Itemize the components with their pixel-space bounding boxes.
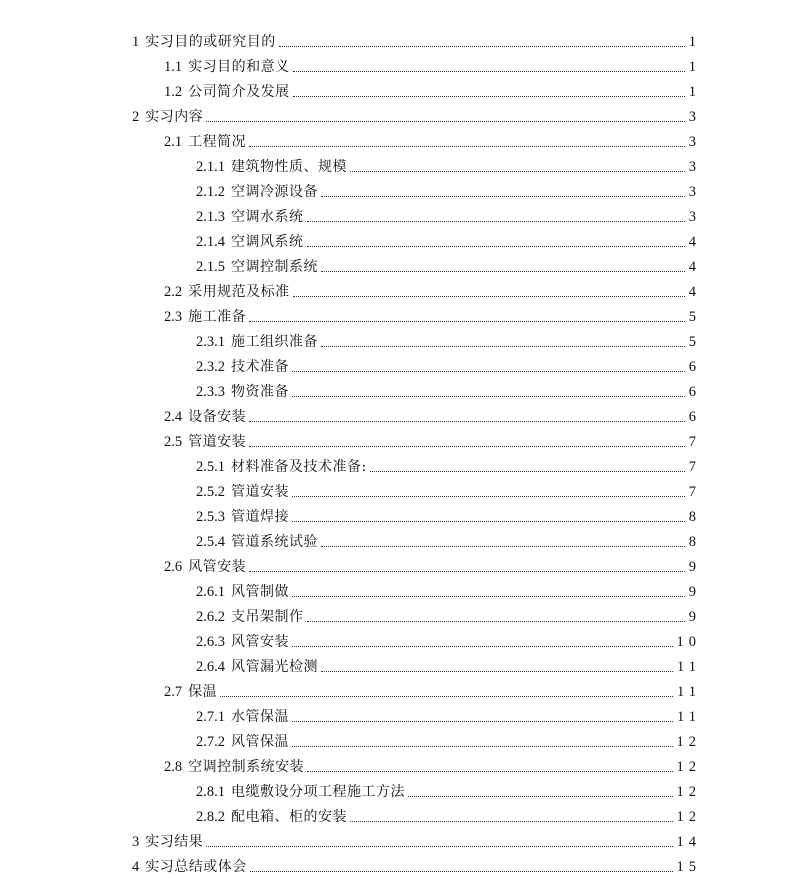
toc-entry-number: 2.5.1	[196, 459, 225, 475]
toc-entry-page-number: 3	[688, 134, 701, 150]
toc-entry-title: 材料准备及技术准备:	[231, 459, 367, 475]
toc-entry-title: 施工组织准备	[231, 334, 318, 350]
dot-leader	[408, 795, 673, 797]
toc-entry-number: 2.3.2	[196, 359, 225, 375]
toc-entry-page-number: 10	[676, 634, 701, 650]
toc-entry[interactable]	[0, 276, 794, 301]
toc-entry[interactable]	[0, 126, 794, 151]
toc-entry-page-number: 12	[676, 809, 701, 825]
toc-entry-page-number: 3	[688, 159, 701, 175]
toc-entry-number: 2.6.2	[196, 609, 225, 625]
toc-entry[interactable]	[0, 526, 794, 551]
toc-entry-page-number: 6	[688, 384, 701, 400]
toc-entry-page-number: 15	[676, 859, 701, 875]
dot-leader	[321, 195, 685, 197]
toc-entry-title: 公司简介及发展	[188, 84, 290, 100]
toc-entry[interactable]	[0, 476, 794, 501]
toc-entry-title: 实习内容	[145, 109, 204, 125]
toc-entry-number: 2.8.1	[196, 784, 225, 800]
toc-entry-title: 配电箱、柜的安装	[231, 809, 347, 825]
toc-entry-page-number: 4	[688, 259, 701, 275]
toc-entry-number: 2.1.4	[196, 234, 225, 250]
dot-leader	[249, 420, 685, 422]
toc-entry-title: 建筑物性质、规模	[231, 159, 347, 175]
toc-entry-page-number: 12	[676, 759, 701, 775]
toc-entry-page-number: 9	[688, 559, 701, 575]
toc-entry-title: 空调控制系统安装	[188, 759, 305, 775]
toc-entry-page-number: 11	[677, 684, 701, 700]
toc-entry-number: 3	[132, 834, 140, 850]
dot-leader	[292, 520, 685, 522]
toc-entry[interactable]	[0, 376, 794, 401]
toc-entry-number: 2.2	[164, 284, 183, 300]
toc-entry-title: 实习目的或研究目的	[145, 34, 276, 50]
toc-entry-page-number: 3	[688, 184, 701, 200]
toc-entry-page-number: 7	[688, 459, 701, 475]
toc-entry[interactable]	[0, 76, 794, 101]
dot-leader	[370, 470, 685, 472]
toc-entry-title: 风管保温	[231, 734, 289, 750]
dot-leader	[292, 495, 685, 497]
dot-leader	[307, 245, 685, 247]
toc-entry-title: 管道系统试验	[231, 534, 318, 550]
dot-leader	[321, 270, 685, 272]
dot-leader	[292, 395, 685, 397]
toc-entry[interactable]	[0, 301, 794, 326]
toc-entry[interactable]	[0, 451, 794, 476]
toc-entry-number: 1	[132, 34, 140, 50]
toc-entry[interactable]	[0, 851, 794, 876]
toc-entry-number: 2.5.2	[196, 484, 225, 500]
dot-leader	[293, 70, 685, 72]
toc-entry[interactable]	[0, 401, 794, 426]
dot-leader	[249, 445, 685, 447]
dot-leader	[292, 645, 673, 647]
toc-entry-title: 保温	[188, 684, 218, 700]
toc-entry[interactable]	[0, 326, 794, 351]
toc-entry[interactable]	[0, 576, 794, 601]
dot-leader	[249, 570, 685, 572]
toc-entry-page-number: 9	[688, 609, 701, 625]
toc-entry-title: 实习结果	[145, 834, 204, 850]
toc-entry-number: 1.2	[164, 84, 183, 100]
toc-entry-title: 施工准备	[188, 309, 247, 325]
toc-entry-page-number: 11	[677, 659, 701, 675]
toc-entry-page-number: 6	[688, 409, 701, 425]
toc-entry-page-number: 14	[676, 834, 701, 850]
toc-entry-page-number: 7	[688, 434, 701, 450]
toc-entry-number: 2.1.3	[196, 209, 225, 225]
toc-entry-title: 管道焊接	[231, 509, 289, 525]
dot-leader	[292, 745, 673, 747]
dot-leader	[307, 220, 685, 222]
toc-entry-title: 空调风系统	[231, 234, 304, 250]
toc-entry-number: 2.3.1	[196, 334, 225, 350]
toc-entry-page-number: 1	[688, 84, 701, 100]
toc-entry-page-number: 5	[688, 309, 701, 325]
toc-entry-title: 管道安装	[231, 484, 289, 500]
toc-entry-number: 2.6.1	[196, 584, 225, 600]
toc-entry-page-number: 3	[688, 209, 701, 225]
toc-entry-number: 2.3.3	[196, 384, 225, 400]
toc-entry[interactable]	[0, 651, 794, 676]
toc-entry-title: 实习目的和意义	[188, 59, 290, 75]
dot-leader	[220, 695, 673, 697]
toc-entry-number: 2.6	[164, 559, 183, 575]
toc-entry-title: 风管安装	[188, 559, 247, 575]
toc-entry-title: 水管保温	[231, 709, 289, 725]
toc-entry[interactable]	[0, 801, 794, 826]
toc-entry-page-number: 5	[688, 334, 701, 350]
dot-leader	[250, 870, 673, 872]
toc-entry-number: 2.5.3	[196, 509, 225, 525]
dot-leader	[321, 345, 685, 347]
toc-entry[interactable]	[0, 201, 794, 226]
toc-entry-number: 2.7.1	[196, 709, 225, 725]
toc-entry-title: 支吊架制作	[231, 609, 304, 625]
toc-entry-page-number: 12	[676, 784, 701, 800]
dot-leader	[307, 620, 685, 622]
toc-entry[interactable]	[0, 676, 794, 701]
toc-entry[interactable]	[0, 176, 794, 201]
dot-leader	[292, 370, 685, 372]
toc-entry[interactable]	[0, 501, 794, 526]
toc-entry-title: 物资准备	[231, 384, 289, 400]
toc-entry[interactable]	[0, 351, 794, 376]
toc-entry-number: 2.7	[164, 684, 183, 700]
toc-entry-page-number: 12	[676, 734, 701, 750]
toc-entry[interactable]	[0, 826, 794, 851]
toc-entry-number: 2.7.2	[196, 734, 225, 750]
toc-entry-title: 技术准备	[231, 359, 289, 375]
dot-leader	[321, 670, 673, 672]
toc-entry-page-number: 4	[688, 234, 701, 250]
toc-entry-title: 管道安装	[188, 434, 247, 450]
toc-entry-title: 空调冷源设备	[231, 184, 318, 200]
toc-entry-page-number: 1	[688, 34, 701, 50]
toc-entry-title: 风管安装	[231, 634, 289, 650]
toc-entry-page-number: 7	[688, 484, 701, 500]
toc-entry-page-number: 8	[688, 509, 701, 525]
dot-leader	[293, 295, 685, 297]
toc-entry-title: 电缆敷设分项工程施工方法	[231, 784, 405, 800]
dot-leader	[206, 120, 685, 122]
toc-entry-title: 实习总结或体会	[145, 859, 247, 875]
table-of-contents	[0, 26, 794, 876]
dot-leader	[307, 770, 672, 772]
dot-leader	[249, 145, 685, 147]
toc-entry-title: 空调水系统	[231, 209, 304, 225]
toc-entry[interactable]	[0, 226, 794, 251]
toc-entry-number: 2.5.4	[196, 534, 225, 550]
toc-entry-page-number: 1	[688, 59, 701, 75]
toc-entry[interactable]	[0, 101, 794, 126]
toc-entry-page-number: 6	[688, 359, 701, 375]
toc-entry-page-number: 8	[688, 534, 701, 550]
toc-entry-title: 设备安装	[188, 409, 247, 425]
toc-entry-title: 风管制做	[231, 584, 289, 600]
toc-entry-number: 2.1.2	[196, 184, 225, 200]
toc-entry-number: 2.3	[164, 309, 183, 325]
dot-leader	[292, 720, 673, 722]
toc-entry-number: 2	[132, 109, 140, 125]
toc-entry[interactable]	[0, 601, 794, 626]
toc-entry[interactable]	[0, 151, 794, 176]
toc-entry-number: 2.6.3	[196, 634, 225, 650]
toc-entry[interactable]	[0, 776, 794, 801]
dot-leader	[249, 320, 685, 322]
toc-entry-number: 2.4	[164, 409, 183, 425]
toc-entry[interactable]	[0, 701, 794, 726]
dot-leader	[206, 845, 672, 847]
dot-leader	[292, 595, 685, 597]
toc-entry-number: 2.6.4	[196, 659, 225, 675]
dot-leader	[293, 95, 685, 97]
toc-entry-page-number: 4	[688, 284, 701, 300]
toc-entry-page-number: 11	[677, 709, 701, 725]
toc-entry-number: 2.8.2	[196, 809, 225, 825]
toc-entry-page-number: 9	[688, 584, 701, 600]
dot-leader	[350, 820, 673, 822]
toc-entry[interactable]	[0, 426, 794, 451]
toc-entry-number: 2.5	[164, 434, 183, 450]
toc-entry-number: 2.1.5	[196, 259, 225, 275]
toc-entry[interactable]	[0, 51, 794, 76]
dot-leader	[279, 45, 685, 47]
toc-entry[interactable]	[0, 251, 794, 276]
toc-entry-number: 2.8	[164, 759, 183, 775]
toc-entry-title: 风管漏光检测	[231, 659, 318, 675]
toc-entry-title: 采用规范及标准	[188, 284, 290, 300]
dot-leader	[350, 170, 685, 172]
toc-entry[interactable]	[0, 726, 794, 751]
toc-entry[interactable]	[0, 751, 794, 776]
toc-entry-number: 4	[132, 859, 140, 875]
toc-entry[interactable]	[0, 26, 794, 51]
dot-leader	[321, 545, 685, 547]
toc-entry-title: 工程简况	[188, 134, 247, 150]
toc-entry-number: 2.1	[164, 134, 183, 150]
toc-entry-page-number: 3	[688, 109, 701, 125]
toc-entry-number: 2.1.1	[196, 159, 225, 175]
toc-entry[interactable]	[0, 551, 794, 576]
toc-entry-number: 1.1	[164, 59, 183, 75]
toc-entry[interactable]	[0, 626, 794, 651]
toc-entry-title: 空调控制系统	[231, 259, 318, 275]
